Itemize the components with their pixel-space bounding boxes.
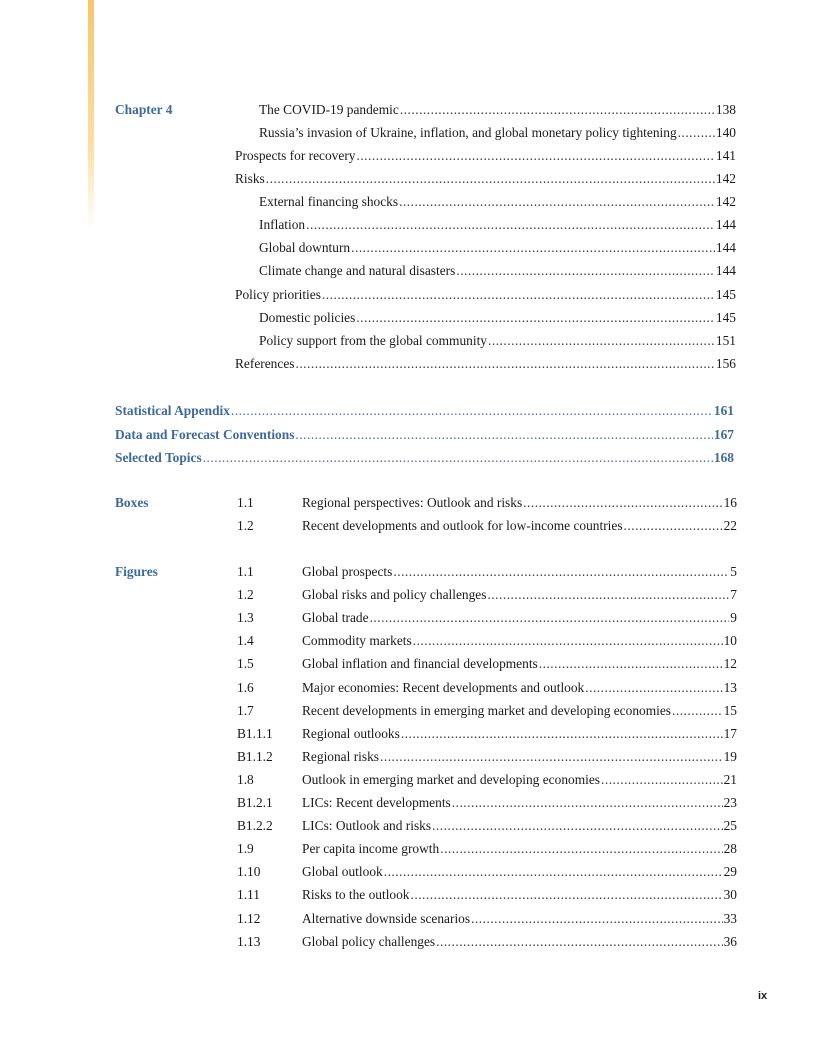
figure-number: 1.2 bbox=[237, 587, 254, 602]
figure-entry[interactable] bbox=[302, 703, 737, 719]
box-page: 16 bbox=[723, 495, 737, 510]
figure-page: 15 bbox=[723, 703, 737, 718]
dot-leader bbox=[411, 887, 723, 903]
toc-entry-page: 140 bbox=[715, 125, 736, 140]
toc-entry-title: Risks bbox=[235, 171, 265, 186]
dot-leader bbox=[306, 217, 715, 233]
toc-section[interactable] bbox=[115, 450, 734, 466]
dot-leader bbox=[266, 171, 715, 187]
figure-page: 10 bbox=[723, 633, 737, 648]
dot-leader bbox=[401, 726, 723, 742]
toc-entry[interactable] bbox=[235, 171, 736, 187]
dot-leader bbox=[471, 911, 723, 927]
figure-title: Recent developments in emerging market and developing economies bbox=[302, 703, 672, 718]
figure-title: Risks to the outlook bbox=[302, 887, 410, 902]
dot-leader bbox=[456, 263, 715, 279]
toc-entry-page: 145 bbox=[715, 310, 736, 325]
toc-entry[interactable] bbox=[259, 194, 736, 210]
toc-section-page: 161 bbox=[713, 403, 734, 418]
figure-number: 1.3 bbox=[237, 610, 254, 625]
figure-entry[interactable] bbox=[302, 841, 737, 857]
toc-entry[interactable] bbox=[235, 287, 736, 303]
dot-leader bbox=[672, 703, 723, 719]
figure-page: 9 bbox=[730, 610, 737, 625]
toc-entry[interactable] bbox=[259, 102, 736, 118]
dot-leader bbox=[488, 333, 715, 349]
figure-page: 33 bbox=[723, 911, 737, 926]
figure-page: 29 bbox=[723, 864, 737, 879]
figure-number: 1.6 bbox=[237, 680, 254, 695]
toc-entry-title: The COVID-19 pandemic bbox=[259, 102, 399, 117]
dot-leader bbox=[203, 450, 713, 466]
figure-entry[interactable] bbox=[302, 656, 737, 672]
figure-number: B1.2.2 bbox=[237, 818, 273, 833]
dot-leader bbox=[436, 934, 722, 950]
box-entry[interactable] bbox=[302, 495, 737, 511]
figure-page: 36 bbox=[723, 934, 737, 949]
dot-leader bbox=[384, 864, 723, 880]
figure-number: 1.9 bbox=[237, 841, 254, 856]
box-page: 22 bbox=[723, 518, 737, 533]
figure-title: Alternative downside scenarios bbox=[302, 911, 471, 926]
box-entry[interactable] bbox=[302, 518, 737, 534]
toc-entry-title: External financing shocks bbox=[259, 194, 399, 209]
dot-leader bbox=[539, 656, 723, 672]
figure-title: Per capita income growth bbox=[302, 841, 440, 856]
toc-entry[interactable] bbox=[235, 356, 736, 372]
figure-page: 12 bbox=[723, 656, 737, 671]
figure-number: 1.1 bbox=[237, 564, 254, 579]
figure-entry[interactable] bbox=[302, 587, 737, 603]
figure-page: 5 bbox=[730, 564, 737, 579]
toc-entry[interactable] bbox=[259, 310, 736, 326]
box-title: Regional perspectives: Outlook and risks bbox=[302, 495, 523, 510]
figure-page: 13 bbox=[723, 680, 737, 695]
figure-number: 1.5 bbox=[237, 656, 254, 671]
figure-entry[interactable] bbox=[302, 795, 737, 811]
chapter-label: Chapter 4 bbox=[115, 102, 173, 117]
dot-leader bbox=[351, 240, 715, 256]
figure-title: Global policy challenges bbox=[302, 934, 436, 949]
toc-entry-title: Russia’s invasion of Ukraine, inflation, and global monetary policy tightening bbox=[259, 125, 677, 140]
figure-entry[interactable] bbox=[302, 934, 737, 950]
figure-title: Global trade bbox=[302, 610, 369, 625]
dot-leader bbox=[295, 356, 714, 372]
toc-entry-title: Policy priorities bbox=[235, 287, 321, 302]
figure-entry[interactable] bbox=[302, 911, 737, 927]
figure-page: 28 bbox=[723, 841, 737, 856]
figure-title: Global prospects bbox=[302, 564, 393, 579]
toc-entry-title: Prospects for recovery bbox=[235, 148, 356, 163]
box-number: 1.2 bbox=[237, 518, 254, 533]
boxes-label: Boxes bbox=[115, 495, 149, 510]
toc-entry[interactable] bbox=[259, 333, 736, 349]
toc-entry[interactable] bbox=[259, 125, 736, 141]
dot-leader bbox=[356, 310, 715, 326]
figure-title: Global outlook bbox=[302, 864, 383, 879]
figure-title: Regional risks bbox=[302, 749, 379, 764]
toc-entry-page: 144 bbox=[715, 263, 736, 278]
dot-leader bbox=[380, 749, 723, 765]
dot-leader bbox=[322, 287, 715, 303]
toc-entry-page: 145 bbox=[715, 287, 736, 302]
toc-section-title: Data and Forecast Conventions bbox=[115, 427, 295, 442]
figure-number: B1.2.1 bbox=[237, 795, 273, 810]
figure-page: 7 bbox=[730, 587, 737, 602]
figure-page: 21 bbox=[723, 772, 737, 787]
dot-leader bbox=[487, 587, 729, 603]
figure-entry[interactable] bbox=[302, 887, 737, 903]
figure-entry[interactable] bbox=[302, 818, 737, 834]
toc-entry-title: Inflation bbox=[259, 217, 306, 232]
figure-page: 19 bbox=[723, 749, 737, 764]
dot-leader bbox=[432, 818, 723, 834]
figure-number: 1.4 bbox=[237, 633, 254, 648]
figure-entry[interactable] bbox=[302, 610, 737, 626]
figure-number: 1.7 bbox=[237, 703, 254, 718]
box-number: 1.1 bbox=[237, 495, 254, 510]
dot-leader bbox=[231, 403, 713, 419]
margin-accent-bar bbox=[88, 0, 94, 230]
toc-entry[interactable] bbox=[259, 217, 736, 233]
figure-number: 1.12 bbox=[237, 911, 261, 926]
figure-number: B1.1.2 bbox=[237, 749, 273, 764]
toc-section[interactable] bbox=[115, 427, 734, 443]
toc-entry[interactable] bbox=[259, 240, 736, 256]
toc-entry-title: Policy support from the global community bbox=[259, 333, 487, 348]
figure-entry[interactable] bbox=[302, 864, 737, 880]
figure-page: 17 bbox=[723, 726, 737, 741]
toc-entry-page: 141 bbox=[715, 148, 736, 163]
dot-leader bbox=[413, 633, 723, 649]
figure-entry[interactable] bbox=[302, 633, 737, 649]
toc-entry-title: Climate change and natural disasters bbox=[259, 263, 456, 278]
figure-title: Global risks and policy challenges bbox=[302, 587, 487, 602]
toc-entry-page: 138 bbox=[715, 102, 736, 117]
toc-entry-title: Domestic policies bbox=[259, 310, 356, 325]
figure-title: Global inflation and financial developments bbox=[302, 656, 538, 671]
figure-entry[interactable] bbox=[302, 772, 737, 788]
dot-leader bbox=[370, 610, 730, 626]
toc-entry-page: 156 bbox=[715, 356, 736, 371]
dot-leader bbox=[452, 795, 723, 811]
toc-section-page: 168 bbox=[713, 450, 734, 465]
toc-entry-page: 142 bbox=[715, 171, 736, 186]
figure-entry[interactable] bbox=[302, 680, 737, 696]
figure-number: 1.11 bbox=[237, 887, 260, 902]
figure-number: 1.13 bbox=[237, 934, 261, 949]
figure-number: 1.8 bbox=[237, 772, 254, 787]
toc-entry-title: References bbox=[235, 356, 295, 371]
toc-entry-page: 151 bbox=[715, 333, 736, 348]
toc-entry[interactable] bbox=[259, 263, 736, 279]
figure-title: LICs: Outlook and risks bbox=[302, 818, 432, 833]
figure-entry[interactable] bbox=[302, 726, 737, 742]
dot-leader bbox=[678, 125, 715, 141]
figure-entry[interactable] bbox=[302, 564, 737, 580]
toc-section-title: Selected Topics bbox=[115, 450, 202, 465]
toc-entry-page: 144 bbox=[715, 240, 736, 255]
figure-title: LICs: Recent developments bbox=[302, 795, 451, 810]
toc-entry-title: Global downturn bbox=[259, 240, 351, 255]
figure-title: Commodity markets bbox=[302, 633, 412, 648]
dot-leader bbox=[356, 148, 714, 164]
figure-page: 30 bbox=[723, 887, 737, 902]
figure-page: 25 bbox=[723, 818, 737, 833]
dot-leader bbox=[393, 564, 729, 580]
dot-leader bbox=[400, 102, 715, 118]
figure-title: Major economies: Recent developments and outlook bbox=[302, 680, 585, 695]
dot-leader bbox=[624, 518, 723, 534]
dot-leader bbox=[440, 841, 722, 857]
figure-title: Outlook in emerging market and developing economies bbox=[302, 772, 600, 787]
toc-entry-page: 144 bbox=[715, 217, 736, 232]
dot-leader bbox=[399, 194, 715, 210]
figures-label: Figures bbox=[115, 564, 158, 579]
page-folio: ix bbox=[758, 990, 768, 1002]
figure-number: B1.1.1 bbox=[237, 726, 273, 741]
toc-section[interactable] bbox=[115, 403, 734, 419]
toc-entry-page: 142 bbox=[715, 194, 736, 209]
toc-entry[interactable] bbox=[235, 148, 736, 164]
figure-number: 1.10 bbox=[237, 864, 261, 879]
dot-leader bbox=[585, 680, 722, 696]
figure-page: 23 bbox=[723, 795, 737, 810]
toc-section-title: Statistical Appendix bbox=[115, 403, 230, 418]
dot-leader bbox=[601, 772, 723, 788]
box-title: Recent developments and outlook for low-income countries bbox=[302, 518, 623, 533]
dot-leader bbox=[295, 427, 712, 443]
figure-title: Regional outlooks bbox=[302, 726, 400, 741]
toc-section-page: 167 bbox=[713, 427, 734, 442]
figure-entry[interactable] bbox=[302, 749, 737, 765]
dot-leader bbox=[523, 495, 722, 511]
